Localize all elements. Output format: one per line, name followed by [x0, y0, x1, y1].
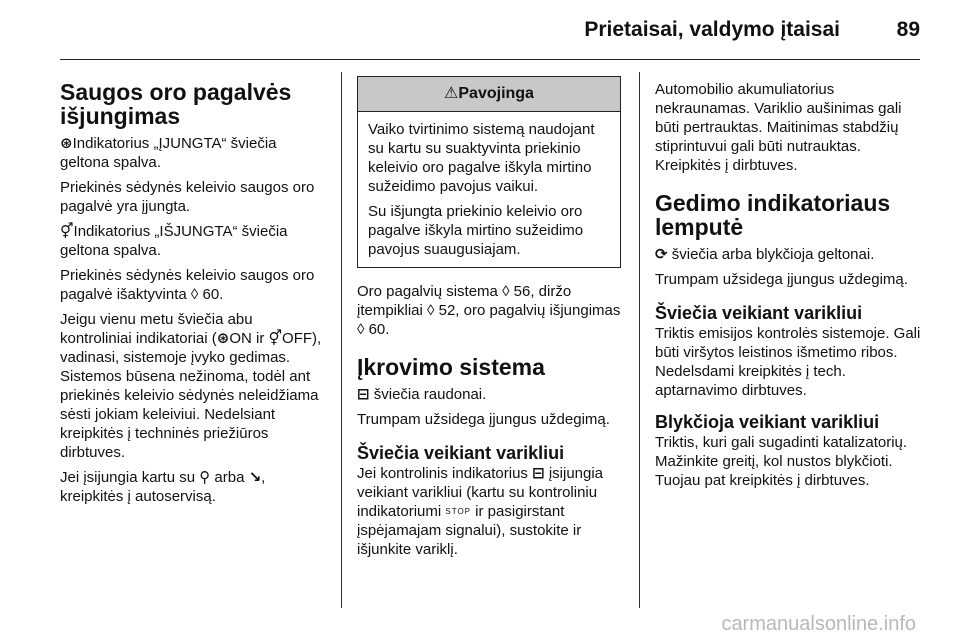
paragraph: Su išjungta priekinio keleivio oro pagalve iškyla mirtino sužeidimo pavojus suaugusiajam.	[368, 203, 584, 258]
column-divider-1	[341, 72, 342, 608]
text: ON ir	[229, 330, 269, 347]
seatbelt-icon: ⚲	[199, 469, 211, 486]
text: šviečia arba blykčioja geltonai.	[667, 246, 875, 263]
paragraph: Automobilio akumuliatorius nekraunamas. Variklio aušinimas gali būti pertrauktas. Maitinimas stabdžių stiprintuvui gali būti nutrauktas. Kreipkitės į dirbtuves.	[655, 81, 902, 174]
text: Indikatorius „IŠJUNGTA“ šviečia geltona spalva.	[60, 223, 288, 259]
page-number: 89	[896, 18, 920, 41]
warning-title: Pavojinga	[458, 85, 534, 102]
section-heading-malfunction: Gedimo indikatoriaus lemputė	[655, 190, 891, 240]
stop-icon: STOP	[445, 507, 472, 516]
airbag-off-icon: ⚥	[60, 223, 74, 240]
warning-box	[357, 76, 621, 268]
column-divider-2	[639, 72, 640, 608]
text: įsijungia veikiant varikliui (kartu su kontroliniu indikatoriumi	[357, 465, 604, 520]
warning-header	[358, 77, 620, 112]
column-3	[655, 80, 923, 496]
section-heading-airbag: Saugos oro pagalvės išjungimas	[60, 79, 292, 129]
paragraph: Priekinės sėdynės keleivio saugos oro pagalvė išaktyvinta ◊ 60.	[60, 267, 315, 303]
text: , kreipkitės į autoservisą.	[60, 469, 266, 505]
paragraph	[60, 134, 328, 172]
text: OFF), vadinasi, sistemoje įvyko gedimas. Sistemos būsena nežinoma, todėl ant priekinės keleivio sėdynės neleidžiama sėsti jokiam keleiviui. Nedelsiant kreipkitės į techninės priežiūros dirbtuves.	[60, 330, 322, 461]
section-heading-charging: Įkrovimo sistema	[357, 354, 545, 380]
paragraph	[655, 245, 923, 264]
paragraph: Trumpam užsidega įjungus uždegimą.	[357, 411, 610, 428]
text: ir pasigirstant įspėjamajam signalui), sustokite ir išjunkite variklį.	[357, 503, 582, 558]
airbag-on-icon: ⊛	[216, 330, 230, 347]
seatbelt-front-icon: ↘	[248, 469, 262, 486]
warning-body	[358, 112, 620, 267]
text: Indikatorius „ĮJUNGTA“ šviečia geltona spalva.	[60, 135, 277, 171]
page-header	[0, 0, 960, 60]
paragraph: Vaiko tvirtinimo sistemą naudojant su kartu su suaktyvinta priekinio keleivio oro pagalve iškyla mirtino sužeidimo pavojus vaikui.	[368, 121, 595, 195]
subheading: Blykčioja veikiant varikliui	[655, 412, 880, 432]
column-2	[357, 76, 621, 565]
battery-icon: ⊟	[532, 465, 545, 482]
paragraph	[357, 464, 621, 559]
column-1	[60, 80, 328, 512]
paragraph	[60, 468, 328, 506]
paragraph: Oro pagalvių sistema ◊ 56, diržo įtempikliai ◊ 52, oro pagalvių išjungimas ◊ 60.	[357, 283, 621, 338]
paragraph: Triktis emisijos kontrolės sistemoje. Gali būti viršytos leistinos išmetimo ribos. Nedelsdami kreipkitės į tech. aptarnavimo dirbtuves.	[655, 325, 921, 399]
page-title: Prietaisai, valdymo įtaisai	[584, 18, 840, 41]
header-rule	[60, 59, 920, 60]
warning-triangle-icon: ⚠	[444, 85, 459, 102]
paragraph: Priekinės sėdynės keleivio saugos oro pagalvė yra įjungta.	[60, 179, 315, 215]
paragraph	[60, 222, 328, 260]
airbag-on-icon: ⊛	[60, 135, 73, 152]
engine-check-icon: ⟳	[655, 246, 668, 263]
battery-icon: ⊟	[357, 386, 370, 403]
subheading: Šviečia veikiant varikliui	[357, 443, 565, 463]
watermark: carmanualsonline.info	[721, 613, 916, 635]
text: Jeigu vienu metu šviečia abu kontroliniai indikatoriai (	[60, 311, 253, 347]
paragraph	[60, 310, 328, 462]
subheading: Šviečia veikiant varikliui	[655, 303, 863, 323]
paragraph: Trumpam užsidega įjungus uždegimą.	[655, 271, 908, 288]
text: šviečia raudonai.	[369, 386, 487, 403]
text: Jei įsijungia kartu su	[60, 469, 200, 486]
paragraph: Triktis, kuri gali sugadinti katalizatorių. Mažinkite greitį, kol nustos blykčioti. Tuojau pat kreipkitės į dirbtuves.	[655, 434, 908, 489]
paragraph	[357, 385, 621, 404]
airbag-off-icon: ⚥	[268, 330, 283, 347]
text: arba	[210, 469, 249, 486]
text: Jei kontrolinis indikatorius	[357, 465, 533, 482]
